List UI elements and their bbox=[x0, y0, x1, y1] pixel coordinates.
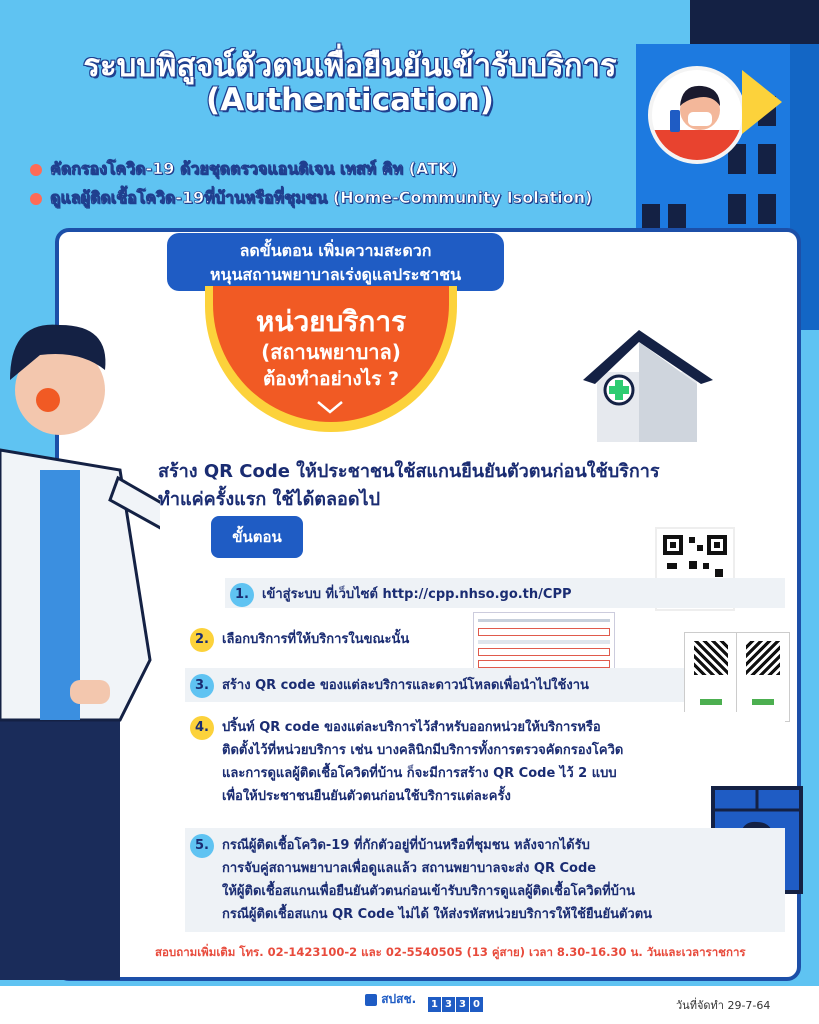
website-screenshot-mock bbox=[473, 612, 615, 670]
hospital-house-icon bbox=[583, 322, 713, 442]
hotline-logo: 1 3 3 0 bbox=[428, 992, 484, 1012]
step-3-text: สร้าง QR code ของแต่ละบริการและดาวน์โหลดเพื่อนำไปใช้งาน bbox=[222, 678, 589, 693]
doctor-illustration bbox=[0, 300, 160, 980]
benefit-banner: ลดขั้นตอน เพิ่มความสะดวก หนุนสถานพยาบาลเร่งดูแลประชาชน bbox=[167, 233, 504, 291]
bullet-item-atk: คัดกรองโควิด-19 ด้วยชุดตรวจแอนติเจน เทสท์ คิท (ATK) bbox=[30, 157, 458, 182]
step-5-text: กรณีผู้ติดเชื้อโควิด-19 ที่กักตัวอยู่ที่บ้านหรือที่ชุมชน หลังจากได้รับ การจับคู่สถานพยาบาลเพื่อดูแลแล้ว สถานพยาบาลจะส่ง QR Code ให้ผู้ติดเชื้อสแกนเพื่อยืนยันตัวตนก่อนเข้ารับบริการดูแลผู้ติดเชื้อโควิดที่บ้าน กรณีผู้ติดเชื้อสแกน QR Code ไม่ได้ ให้ส่งรหัสหน่วยบริการให้ใช้ยืนยันตัวตน bbox=[222, 838, 653, 922]
page-title-english: (Authentication) bbox=[206, 82, 494, 118]
bullet-dot-icon bbox=[30, 193, 42, 205]
step-4-text: ปริ้นท์ QR code ของแต่ละบริการไว้สำหรับออกหน่วยให้บริการหรือ ติดตั้งไว้ที่หน่วยบริการ เช่น บางคลินิกมีบริการทั้งการตรวจคัดกรองโควิด และการดูแลผู้ติดเชื้อโควิดที่บ้าน ก็จะมีการสร้าง QR Code ไว้ 2 แบบ เพื่อให้ประชาชนยืนยันตัวตนก่อนใช้บริการแต่ละครั้ง bbox=[222, 720, 624, 804]
service-badge: หน่วยบริการ (สถานพยาบาล) ต้องทำอย่างไร ? bbox=[213, 286, 449, 422]
steps-label: ขั้นตอน bbox=[211, 516, 303, 558]
publish-date: วันที่จัดทำ 29-7-64 bbox=[676, 999, 771, 1012]
yellow-flag-shape bbox=[742, 70, 782, 134]
contact-info: สอบถามเพิ่มเติม โทร. 02-1423100-2 และ 02-5540505 (13 คู่สาย) เวลา 8.30-16.30 น. วันและเวลาราชการ bbox=[155, 945, 746, 959]
chevron-down-icon bbox=[316, 400, 344, 414]
step-number-5: 5. bbox=[190, 834, 214, 858]
step-number-2: 2. bbox=[190, 628, 214, 652]
nhso-logo: สปสช. bbox=[365, 990, 416, 1009]
step-number-3: 3. bbox=[190, 674, 214, 698]
qr-headline: สร้าง QR Code ให้ประชาชนใช้สแกนยืนยันตัวตนก่อนใช้บริการ ทำแค่ครั้งแรก ใช้ได้ตลอดไป bbox=[158, 461, 660, 510]
qr-card-mock-2 bbox=[736, 632, 790, 722]
step-2-text: เลือกบริการที่ให้บริการในขณะนั้น bbox=[222, 632, 410, 647]
nhso-logo-icon bbox=[365, 994, 377, 1006]
step-1-text: เข้าสู่ระบบ ที่เว็บไซต์ http://cpp.nhso.go.th/CPP bbox=[262, 587, 572, 602]
bullet-dot-icon bbox=[30, 164, 42, 176]
page-title: ระบบพิสูจน์ตัวตนเพื่อยืนยันเข้ารับบริการ bbox=[83, 48, 617, 84]
step-number-4: 4. bbox=[190, 716, 214, 740]
qr-card-mock-1 bbox=[684, 632, 738, 722]
bullet-item-home-isolation: ดูแลผู้ติดเชื้อโควิด-19ที่บ้านหรือที่ชุมชน (Home-Community Isolation) bbox=[30, 186, 592, 211]
step-number-1: 1. bbox=[230, 583, 254, 607]
